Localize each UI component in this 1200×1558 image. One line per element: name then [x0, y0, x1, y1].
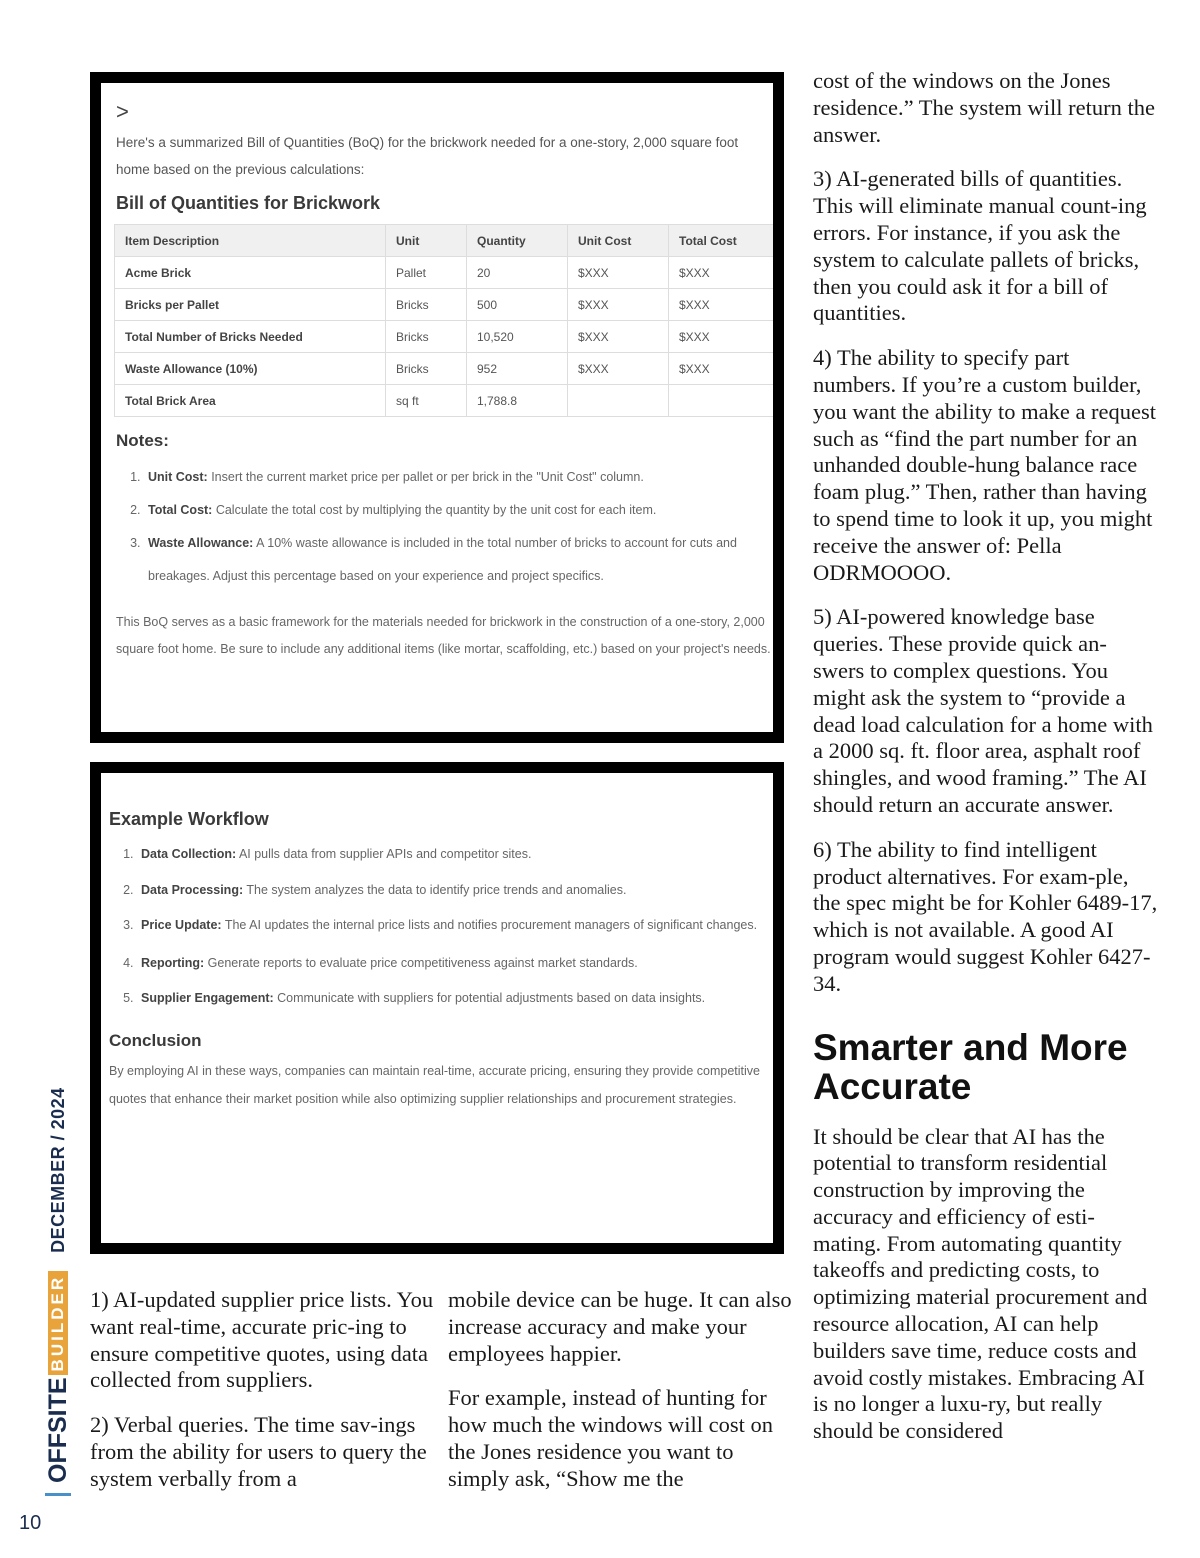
note-text: Insert the current market price per pallet or per brick in the "Unit Cost" column. [207, 470, 644, 484]
cell-unit-cost: $XXX [568, 257, 669, 289]
masthead [43, 1087, 73, 1496]
workflow-text: Generate reports to evaluate price competitiveness against market standards. [204, 956, 638, 970]
boq-screenshot-content [114, 101, 774, 663]
header-unit-cost: Unit Cost [568, 225, 669, 257]
table-row [115, 385, 778, 417]
cell-unit-cost: $XXX [568, 353, 669, 385]
table-row [115, 353, 778, 385]
header-quantity: Quantity [467, 225, 568, 257]
cell-total-cost: $XXX [669, 289, 778, 321]
figure-workflow-screenshot [90, 762, 784, 1254]
paragraph: mobile device can be huge. It can also increase accuracy and make your employees happier. [448, 1287, 792, 1366]
article-column-middle [448, 1287, 793, 1511]
paragraph: 4) The ability to specify part numbers. If you’re a custom builder, you want the ability to make a request such as “find the part number for an unhanded double-hung balance race foam plug.” Then, rather than having to spend time to look it up, you might receive the answer of: Pella ODRMOOOO. [813, 345, 1157, 585]
workflow-text: The system analyzes the data to identify price trends and anomalies. [243, 883, 627, 897]
cell-total-cost: $XXX [669, 321, 778, 353]
workflow-text: AI pulls data from supplier APIs and competitor sites. [236, 847, 532, 861]
cell-unit-cost [568, 385, 669, 417]
cell-unit: Bricks [386, 353, 467, 385]
list-item [137, 911, 775, 940]
cell-quantity: 20 [467, 257, 568, 289]
cell-unit: sq ft [386, 385, 467, 417]
boq-table-header-row [115, 225, 778, 257]
cell-unit-cost: $XXX [568, 321, 669, 353]
figure-boq-screenshot [90, 72, 784, 743]
workflow-text: The AI updates the internal price lists and notifies procurement managers of significant changes. [221, 918, 758, 932]
list-item [137, 945, 775, 981]
cell-total-cost: $XXX [669, 257, 778, 289]
list-item [137, 984, 775, 1013]
cell-unit: Pallet [386, 257, 467, 289]
list-item [144, 527, 774, 593]
paragraph: cost of the windows on the Jones residence.” The system will return the answer. [813, 68, 1155, 147]
workflow-screenshot-content [107, 809, 775, 1113]
paragraph: For example, instead of hunting for how much the windows will cost on the Jones residence you want to simply ask, “Show me the [448, 1385, 773, 1491]
page-number: 10 [19, 1512, 42, 1534]
boq-table [114, 224, 778, 417]
boq-closing: This BoQ serves as a basic framework for the materials needed for brickwork in the construction of a one-story, 2,000 square foot home. Be sure to include any additional items (like mortar, scaffolding, etc.) based on your project's needs. [116, 615, 771, 656]
workflow-term: Data Processing: [141, 883, 244, 897]
article-column-right [813, 68, 1158, 1463]
table-row [115, 289, 778, 321]
note-text: A 10% waste allowance is included in the total number of bricks to account for cuts and breakages. Adjust this percentage based on your experience and project specifics. [148, 536, 737, 583]
notes-list [114, 461, 774, 593]
header-item-description: Item Description [115, 225, 386, 257]
note-term: Total Cost: [148, 503, 213, 517]
note-term: Waste Allowance: [148, 536, 254, 550]
article-column-left [90, 1287, 435, 1511]
paragraph: It should be clear that AI has the potential to transform residential construction by improving the accuracy and efficiency of esti-mating. From automating quantity takeoffs and predicting costs, to optimizing material procurement and resource allocation, AI can help builders save time, reduce costs and avoid costly mistakes. Embracing AI is no longer a luxu-ry, but really should be considered [813, 1123, 1148, 1444]
cell-quantity: 1,788.8 [467, 385, 568, 417]
notes-title: Notes: [116, 431, 169, 450]
workflow-text: Communicate with suppliers for potential adjustments based on data insights. [273, 991, 706, 1005]
note-text: Calculate the total cost by multiplying the quantity by the unit cost for each item. [212, 503, 657, 517]
prompt-chevron-icon: > [116, 99, 129, 124]
paragraph: 6) The ability to find intelligent product alternatives. For exam-ple, the spec might be for Kohler 6489-17, which is not available. A good AI program would suggest Kohler 6427-34. [813, 836, 1158, 996]
paragraph: 1) AI-updated supplier price lists. You want real-time, accurate pric-ing to ensure competitive quotes, using data collected from suppliers. [90, 1287, 434, 1393]
list-item [144, 494, 774, 527]
masthead-date: DECEMBER / 2024 [47, 1087, 68, 1253]
workflow-term: Data Collection: [141, 847, 237, 861]
boq-intro: Here's a summarized Bill of Quantities (BoQ) for the brickwork needed for a one-story, 2,000 square foot home based on the previous calculations: [116, 135, 739, 177]
list-item [137, 872, 775, 908]
paragraph: 2) Verbal queries. The time sav-ings from the ability for users to query the system verbally from a [90, 1412, 427, 1491]
cell-unit: Bricks [386, 321, 467, 353]
paragraph: 5) AI-powered knowledge base queries. These provide quick an-swers to complex questions. You might ask the system to “provide a dead load calculation for a home with a 2000 sq. ft. floor area, asphalt roof shingles, and wood framing.” The AI should return an accurate answer. [813, 604, 1153, 817]
cell-description: Total Brick Area [115, 385, 386, 417]
workflow-title: Example Workflow [109, 809, 269, 829]
workflow-term: Supplier Engagement: [141, 991, 274, 1005]
cell-total-cost: $XXX [669, 353, 778, 385]
workflow-term: Reporting: [141, 956, 205, 970]
cell-quantity: 500 [467, 289, 568, 321]
cell-description: Total Number of Bricks Needed [115, 321, 386, 353]
note-term: Unit Cost: [148, 470, 208, 484]
boq-title: Bill of Quantities for Brickwork [116, 193, 381, 213]
header-total-cost: Total Cost [669, 225, 778, 257]
paragraph: 3) AI-generated bills of quantities. This will eliminate manual count-ing errors. For instance, if you ask the system to calculate pallets of bricks, then you could ask it for a bill of quantities. [813, 166, 1147, 326]
masthead-builder: BUILDER [48, 1271, 68, 1376]
conclusion-title: Conclusion [109, 1031, 202, 1050]
list-item [137, 836, 775, 872]
cell-description: Waste Allowance (10%) [115, 353, 386, 385]
cell-unit: Bricks [386, 289, 467, 321]
table-row [115, 321, 778, 353]
section-heading: Smarter and More Accurate [813, 1026, 1128, 1107]
workflow-list [107, 836, 775, 1013]
table-row [115, 257, 778, 289]
cell-total-cost [669, 385, 778, 417]
masthead-offsite: OFFSITE [43, 1377, 72, 1483]
cell-quantity: 952 [467, 353, 568, 385]
conclusion-text: By employing AI in these ways, companies can maintain real-time, accurate pricing, ensuring they provide competitive quotes that enhance their market position while also optimizing supplier relationships and procurement strategies. [109, 1064, 761, 1106]
cell-description: Acme Brick [115, 257, 386, 289]
cell-quantity: 10,520 [467, 321, 568, 353]
cell-unit-cost: $XXX [568, 289, 669, 321]
header-unit: Unit [386, 225, 467, 257]
cell-description: Bricks per Pallet [115, 289, 386, 321]
masthead-accent-bar [45, 1493, 71, 1496]
list-item [144, 461, 774, 494]
workflow-term: Price Update: [141, 918, 222, 932]
